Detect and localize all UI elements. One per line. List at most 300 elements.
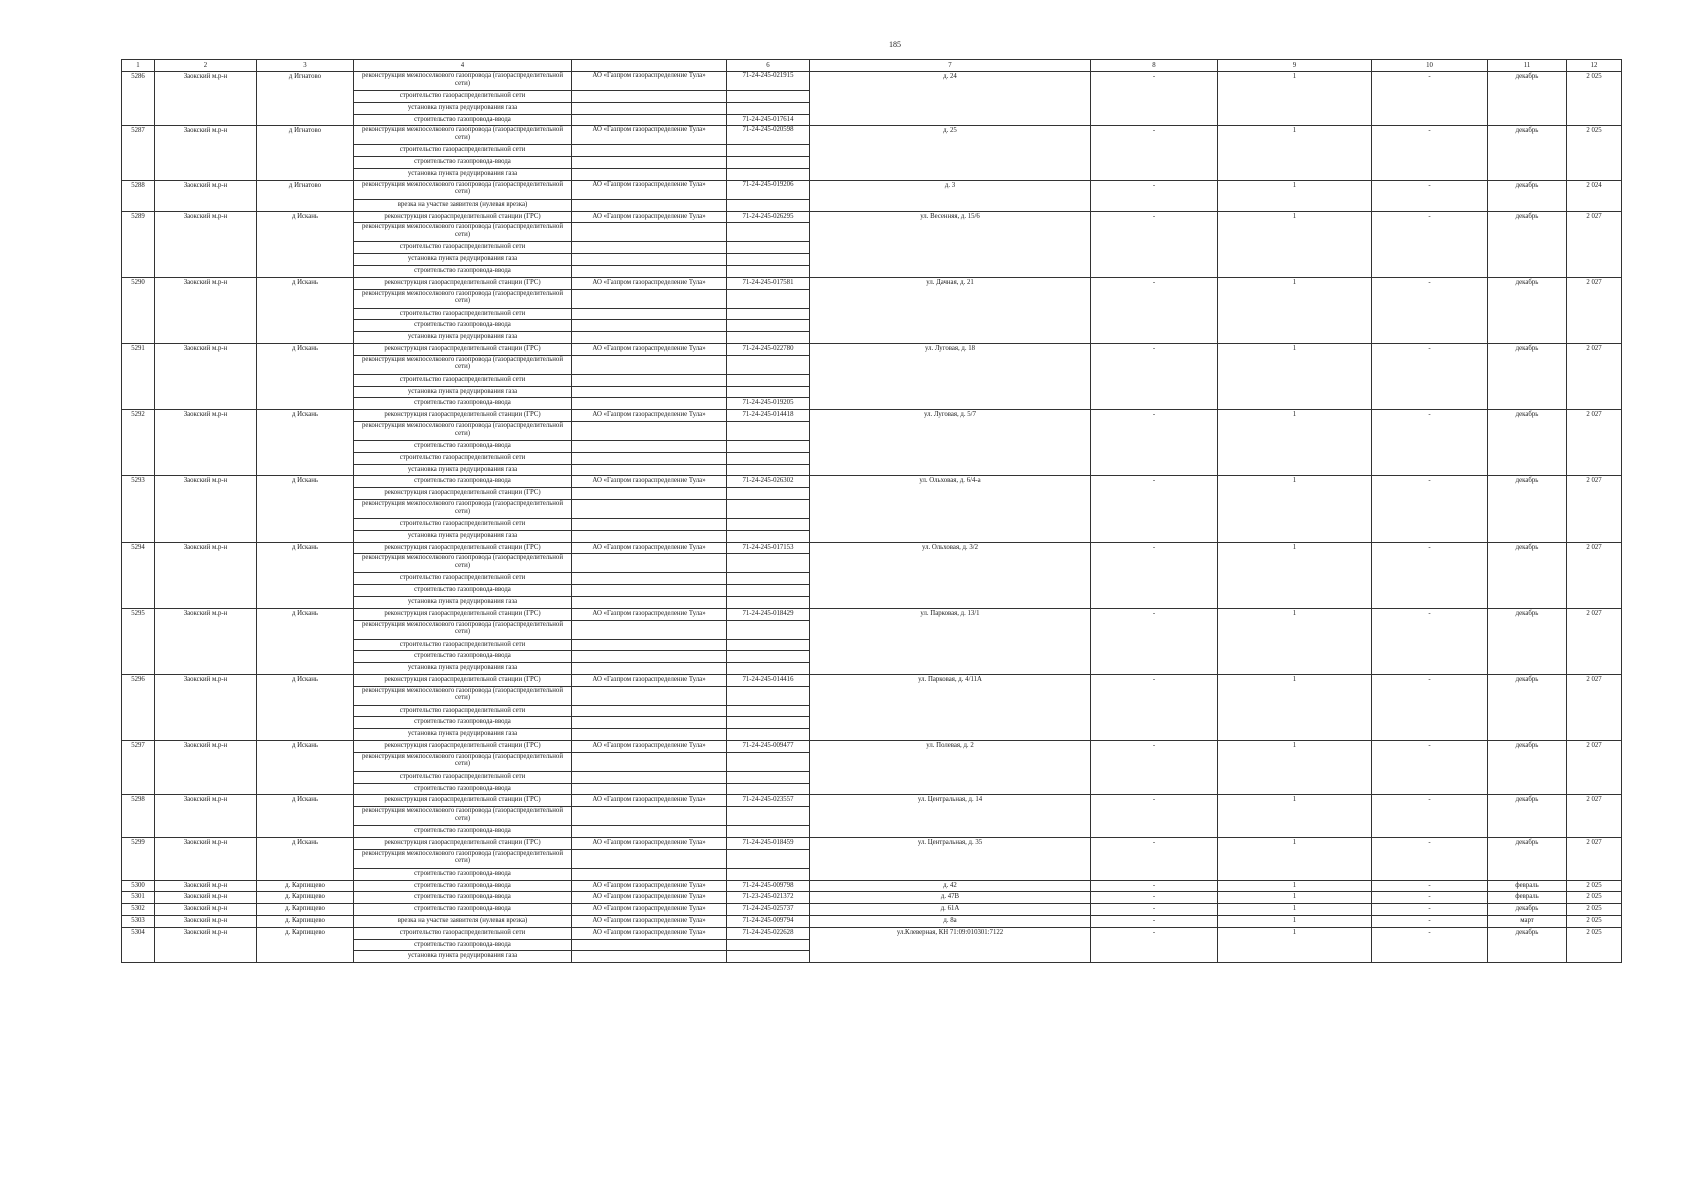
cadastral-code [727, 705, 810, 717]
column-header-11: 11 [1488, 60, 1567, 72]
district: Заокский м.р-н [155, 795, 257, 838]
col-10: - [1372, 838, 1488, 881]
work-description: реконструкция межпоселкового газопровода (газораспределительной сети) [354, 807, 572, 826]
cadastral-code [727, 308, 810, 320]
work-description: строительство газопровода-ввода [354, 440, 572, 452]
organization-empty [572, 488, 727, 500]
col-10: - [1372, 916, 1488, 928]
record-number: 5295 [122, 608, 155, 674]
cadastral-code: 71-24-245-017153 [727, 542, 810, 554]
cadastral-code: 71-24-245-019206 [727, 180, 810, 199]
col-9: 1 [1218, 880, 1372, 892]
record-number: 5303 [122, 916, 155, 928]
record-number: 5292 [122, 410, 155, 476]
work-description: строительство газораспределительной сети [354, 927, 572, 939]
col-9: 1 [1218, 410, 1372, 476]
work-description: строительство газопровода-ввода [354, 826, 572, 838]
col-8: - [1091, 180, 1218, 211]
work-description: реконструкция газораспределительной станции (ГРС) [354, 211, 572, 223]
work-description: строительство газопровода-ввода [354, 157, 572, 169]
cadastral-code [727, 421, 810, 440]
organization-empty [572, 452, 727, 464]
address: ул. Парковая, д. 4/11А [810, 674, 1091, 740]
record-row [122, 892, 1622, 904]
district: Заокский м.р-н [155, 410, 257, 476]
record-row [122, 180, 1622, 199]
cadastral-code [727, 771, 810, 783]
organization: АО «Газпром газораспределение Тула» [572, 542, 727, 554]
address: ул. Парковая, д. 13/1 [810, 608, 1091, 674]
work-description: строительство газопровода-ввода [354, 939, 572, 951]
column-header-7: 7 [810, 60, 1091, 72]
year: 2 027 [1567, 608, 1622, 674]
col-9: 1 [1218, 72, 1372, 126]
record-row [122, 916, 1622, 928]
col-10: - [1372, 126, 1488, 180]
organization-empty [572, 849, 727, 868]
organization-empty [572, 663, 727, 675]
organization-empty [572, 102, 727, 114]
cadastral-code: 71-24-245-023557 [727, 795, 810, 807]
record-row [122, 674, 1622, 686]
organization-empty [572, 355, 727, 374]
work-description: реконструкция газораспределительной станции (ГРС) [354, 410, 572, 422]
cadastral-code [727, 663, 810, 675]
work-description: реконструкция газораспределительной станции (ГРС) [354, 741, 572, 753]
work-description: установка пункта редуцирования газа [354, 729, 572, 741]
locality: д Игнатово [257, 126, 354, 180]
page-number: 185 [889, 40, 901, 49]
col-9: 1 [1218, 916, 1372, 928]
cadastral-code: 71-24-245-009477 [727, 741, 810, 753]
work-description: реконструкция межпоселкового газопровода (газораспределительной сети) [354, 554, 572, 573]
address: д. 61А [810, 904, 1091, 916]
organization-empty [572, 868, 727, 880]
month: декабрь [1488, 838, 1567, 881]
organization-empty [572, 440, 727, 452]
work-description: врезка на участке заявителя (нулевая врезка) [354, 199, 572, 211]
organization: АО «Газпром газораспределение Тула» [572, 880, 727, 892]
col-8: - [1091, 277, 1218, 343]
col-9: 1 [1218, 904, 1372, 916]
col-9: 1 [1218, 741, 1372, 795]
cadastral-code [727, 440, 810, 452]
district: Заокский м.р-н [155, 892, 257, 904]
record-number: 5291 [122, 343, 155, 409]
organization-empty [572, 807, 727, 826]
work-description: строительство газопровода-ввода [354, 880, 572, 892]
organization: АО «Газпром газораспределение Тула» [572, 608, 727, 620]
cadastral-code: 71-24-245-014418 [727, 410, 810, 422]
col-8: - [1091, 795, 1218, 838]
work-description: реконструкция межпоселкового газопровода (газораспределительной сети) [354, 686, 572, 705]
record-number: 5302 [122, 904, 155, 916]
col-8: - [1091, 126, 1218, 180]
district: Заокский м.р-н [155, 211, 257, 277]
work-description: установка пункта редуцирования газа [354, 386, 572, 398]
organization-empty [572, 951, 727, 963]
cadastral-code [727, 223, 810, 242]
work-description: реконструкция межпоселкового газопровода (газораспределительной сети) [354, 126, 572, 145]
locality: д. Карпищево [257, 916, 354, 928]
work-description: реконструкция межпоселкового газопровода (газораспределительной сети) [354, 849, 572, 868]
month: декабрь [1488, 904, 1567, 916]
record-row [122, 343, 1622, 355]
col-9: 1 [1218, 542, 1372, 608]
year: 2 025 [1567, 126, 1622, 180]
column-header-5 [572, 60, 727, 72]
address: ул. Весенняя, д. 15/6 [810, 211, 1091, 277]
year: 2 027 [1567, 674, 1622, 740]
organization: АО «Газпром газораспределение Тула» [572, 838, 727, 850]
col-10: - [1372, 476, 1488, 542]
col-9: 1 [1218, 892, 1372, 904]
district: Заокский м.р-н [155, 838, 257, 881]
col-10: - [1372, 880, 1488, 892]
record-number: 5298 [122, 795, 155, 838]
cadastral-code [727, 320, 810, 332]
record-number: 5297 [122, 741, 155, 795]
address: д. 42 [810, 880, 1091, 892]
address: ул. Луговая, д. 18 [810, 343, 1091, 409]
col-10: - [1372, 741, 1488, 795]
year: 2 027 [1567, 795, 1622, 838]
col-10: - [1372, 608, 1488, 674]
cadastral-code [727, 386, 810, 398]
work-description: реконструкция межпоселкового газопровода (газораспределительной сети) [354, 180, 572, 199]
work-description: реконструкция межпоселкового газопровода (газораспределительной сети) [354, 223, 572, 242]
cadastral-code: 71-24-245-019205 [727, 398, 810, 410]
cadastral-code: 71-24-245-022628 [727, 927, 810, 939]
cadastral-code [727, 596, 810, 608]
col-10: - [1372, 892, 1488, 904]
cadastral-code [727, 530, 810, 542]
month: декабрь [1488, 741, 1567, 795]
organization-empty [572, 554, 727, 573]
address: ул. Центральная, д. 35 [810, 838, 1091, 881]
work-description: строительство газопровода-ввода [354, 320, 572, 332]
record-number: 5300 [122, 880, 155, 892]
work-description: реконструкция межпоселкового газопровода (газораспределительной сети) [354, 499, 572, 518]
month: декабрь [1488, 927, 1567, 962]
organization-empty [572, 464, 727, 476]
year: 2 027 [1567, 410, 1622, 476]
year: 2 027 [1567, 838, 1622, 881]
work-description: реконструкция газораспределительной станции (ГРС) [354, 795, 572, 807]
organization-empty [572, 421, 727, 440]
cadastral-code [727, 157, 810, 169]
work-description: строительство газопровода-ввода [354, 265, 572, 277]
locality: д. Карпищево [257, 904, 354, 916]
month: декабрь [1488, 180, 1567, 211]
col-8: - [1091, 476, 1218, 542]
col-9: 1 [1218, 180, 1372, 211]
organization: АО «Газпром газораспределение Тула» [572, 72, 727, 91]
month: декабрь [1488, 476, 1567, 542]
month: февраль [1488, 892, 1567, 904]
record-number: 5296 [122, 674, 155, 740]
address: ул. Луговая, д. 5/7 [810, 410, 1091, 476]
col-10: - [1372, 795, 1488, 838]
organization: АО «Газпром газораспределение Тула» [572, 126, 727, 145]
month: декабрь [1488, 277, 1567, 343]
record-number: 5288 [122, 180, 155, 211]
cadastral-code: 71-24-245-026295 [727, 211, 810, 223]
month: март [1488, 916, 1567, 928]
district: Заокский м.р-н [155, 927, 257, 962]
organization-empty [572, 752, 727, 771]
organization-empty [572, 518, 727, 530]
locality: д. Карпищево [257, 927, 354, 962]
locality: д Искань [257, 277, 354, 343]
year: 2 025 [1567, 880, 1622, 892]
record-row [122, 410, 1622, 422]
work-description: строительство газораспределительной сети [354, 573, 572, 585]
locality: д Искань [257, 542, 354, 608]
address: ул. Дачная, д. 21 [810, 277, 1091, 343]
col-10: - [1372, 904, 1488, 916]
work-description: строительство газопровода-ввода [354, 783, 572, 795]
district: Заокский м.р-н [155, 904, 257, 916]
cadastral-code [727, 102, 810, 114]
record-row [122, 72, 1622, 91]
address: ул. Ольховая, д. 3/2 [810, 542, 1091, 608]
work-description: реконструкция газораспределительной станции (ГРС) [354, 838, 572, 850]
record-row [122, 838, 1622, 850]
cadastral-code [727, 717, 810, 729]
cadastral-code [727, 374, 810, 386]
organization-empty [572, 585, 727, 597]
col-10: - [1372, 72, 1488, 126]
cadastral-code: 71-24-245-009798 [727, 880, 810, 892]
col-9: 1 [1218, 126, 1372, 180]
district: Заокский м.р-н [155, 277, 257, 343]
organization-empty [572, 939, 727, 951]
year: 2 027 [1567, 343, 1622, 409]
col-8: - [1091, 838, 1218, 881]
col-8: - [1091, 927, 1218, 962]
work-description: установка пункта редуцирования газа [354, 464, 572, 476]
col-8: - [1091, 72, 1218, 126]
year: 2 027 [1567, 741, 1622, 795]
record-number: 5294 [122, 542, 155, 608]
organization-empty [572, 308, 727, 320]
cadastral-code: 71-24-245-017581 [727, 277, 810, 289]
cadastral-code [727, 752, 810, 771]
organization: АО «Газпром газораспределение Тула» [572, 277, 727, 289]
work-description: строительство газопровода-ввода [354, 585, 572, 597]
organization-empty [572, 332, 727, 344]
record-number: 5301 [122, 892, 155, 904]
work-description: строительство газораспределительной сети [354, 452, 572, 464]
cadastral-code: 71-24-245-014416 [727, 674, 810, 686]
cadastral-code [727, 332, 810, 344]
record-number: 5289 [122, 211, 155, 277]
cadastral-code: 71-24-245-020598 [727, 126, 810, 145]
address: д. 47В [810, 892, 1091, 904]
column-header-8: 8 [1091, 60, 1218, 72]
col-8: - [1091, 343, 1218, 409]
work-description: реконструкция газораспределительной станции (ГРС) [354, 542, 572, 554]
locality: д Искань [257, 410, 354, 476]
work-description: строительство газораспределительной сети [354, 705, 572, 717]
cadastral-code [727, 826, 810, 838]
organization-empty [572, 771, 727, 783]
work-description: строительство газораспределительной сети [354, 518, 572, 530]
work-description: установка пункта редуцирования газа [354, 254, 572, 266]
work-description: строительство газопровода-ввода [354, 904, 572, 916]
work-description: врезка на участке заявителя (нулевая врезка) [354, 916, 572, 928]
locality: д. Карпищево [257, 892, 354, 904]
organization-empty [572, 729, 727, 741]
cadastral-code [727, 729, 810, 741]
cadastral-code [727, 620, 810, 639]
district: Заокский м.р-н [155, 674, 257, 740]
cadastral-code [727, 573, 810, 585]
work-description: реконструкция газораспределительной станции (ГРС) [354, 674, 572, 686]
address: д. 24 [810, 72, 1091, 126]
col-8: - [1091, 674, 1218, 740]
cadastral-code [727, 355, 810, 374]
col-9: 1 [1218, 211, 1372, 277]
organization-empty [572, 826, 727, 838]
organization-empty [572, 783, 727, 795]
cadastral-code [727, 686, 810, 705]
col-10: - [1372, 410, 1488, 476]
col-8: - [1091, 916, 1218, 928]
col-10: - [1372, 211, 1488, 277]
month: декабрь [1488, 343, 1567, 409]
locality: д Игнатово [257, 72, 354, 126]
organization-empty [572, 717, 727, 729]
organization-empty [572, 114, 727, 126]
month: декабрь [1488, 410, 1567, 476]
cadastral-code: 71-24-245-021915 [727, 72, 810, 91]
district: Заокский м.р-н [155, 343, 257, 409]
district: Заокский м.р-н [155, 126, 257, 180]
cadastral-code [727, 254, 810, 266]
cadastral-code [727, 488, 810, 500]
organization-empty [572, 91, 727, 103]
col-9: 1 [1218, 476, 1372, 542]
district: Заокский м.р-н [155, 542, 257, 608]
cadastral-code: 71-24-245-018459 [727, 838, 810, 850]
district: Заокский м.р-н [155, 476, 257, 542]
organization-empty [572, 223, 727, 242]
work-description: строительство газораспределительной сети [354, 145, 572, 157]
year: 2 025 [1567, 72, 1622, 126]
cadastral-code [727, 868, 810, 880]
record-row [122, 795, 1622, 807]
cadastral-code [727, 639, 810, 651]
organization-empty [572, 686, 727, 705]
cadastral-code [727, 289, 810, 308]
district: Заокский м.р-н [155, 880, 257, 892]
work-description: реконструкция газораспределительной станции (ГРС) [354, 343, 572, 355]
col-10: - [1372, 343, 1488, 409]
work-description: строительство газопровода-ввода [354, 892, 572, 904]
year: 2 027 [1567, 277, 1622, 343]
address: д. 8а [810, 916, 1091, 928]
year: 2 024 [1567, 180, 1622, 211]
cadastral-code: 71-24-245-025737 [727, 904, 810, 916]
organization: АО «Газпром газораспределение Тула» [572, 927, 727, 939]
col-10: - [1372, 180, 1488, 211]
organization-empty [572, 199, 727, 211]
work-description: установка пункта редуцирования газа [354, 168, 572, 180]
work-description: строительство газораспределительной сети [354, 374, 572, 386]
address: ул. Ольховая, д. 6/4-а [810, 476, 1091, 542]
organization-empty [572, 620, 727, 639]
work-description: строительство газораспределительной сети [354, 639, 572, 651]
cadastral-code [727, 783, 810, 795]
locality: д Искань [257, 211, 354, 277]
column-header-4: 4 [354, 60, 572, 72]
address: ул.Клеверная, КН 71:09:010301:7122 [810, 927, 1091, 962]
record-number: 5299 [122, 838, 155, 881]
locality: д Искань [257, 343, 354, 409]
year: 2 025 [1567, 892, 1622, 904]
month: декабрь [1488, 126, 1567, 180]
locality: д Искань [257, 476, 354, 542]
record-number: 5293 [122, 476, 155, 542]
month: февраль [1488, 880, 1567, 892]
col-9: 1 [1218, 277, 1372, 343]
record-number: 5287 [122, 126, 155, 180]
organization: АО «Газпром газораспределение Тула» [572, 343, 727, 355]
record-row [122, 476, 1622, 488]
month: декабрь [1488, 211, 1567, 277]
col-8: - [1091, 211, 1218, 277]
col-9: 1 [1218, 795, 1372, 838]
work-description: реконструкция межпоселкового газопровода (газораспределительной сети) [354, 752, 572, 771]
organization-empty [572, 157, 727, 169]
locality: д Искань [257, 795, 354, 838]
col-8: - [1091, 880, 1218, 892]
cadastral-code [727, 807, 810, 826]
organization: АО «Газпром газораспределение Тула» [572, 892, 727, 904]
cadastral-code [727, 199, 810, 211]
column-header-10: 10 [1372, 60, 1488, 72]
year: 2 027 [1567, 211, 1622, 277]
col-8: - [1091, 741, 1218, 795]
cadastral-code [727, 651, 810, 663]
record-row [122, 211, 1622, 223]
col-9: 1 [1218, 343, 1372, 409]
record-row [122, 880, 1622, 892]
col-8: - [1091, 410, 1218, 476]
work-description: реконструкция газораспределительной станции (ГРС) [354, 488, 572, 500]
year: 2 027 [1567, 476, 1622, 542]
organization-empty [572, 145, 727, 157]
district: Заокский м.р-н [155, 180, 257, 211]
col-10: - [1372, 674, 1488, 740]
work-description: установка пункта редуцирования газа [354, 596, 572, 608]
cadastral-code [727, 585, 810, 597]
col-10: - [1372, 927, 1488, 962]
district: Заокский м.р-н [155, 72, 257, 126]
work-description: реконструкция межпоселкового газопровода (газораспределительной сети) [354, 355, 572, 374]
work-description: установка пункта редуцирования газа [354, 951, 572, 963]
work-description: строительство газораспределительной сети [354, 771, 572, 783]
work-description: реконструкция газораспределительной станции (ГРС) [354, 277, 572, 289]
organization-empty [572, 530, 727, 542]
organization: АО «Газпром газораспределение Тула» [572, 795, 727, 807]
work-description: установка пункта редуцирования газа [354, 663, 572, 675]
cadastral-code [727, 951, 810, 963]
year: 2 025 [1567, 916, 1622, 928]
cadastral-code [727, 554, 810, 573]
